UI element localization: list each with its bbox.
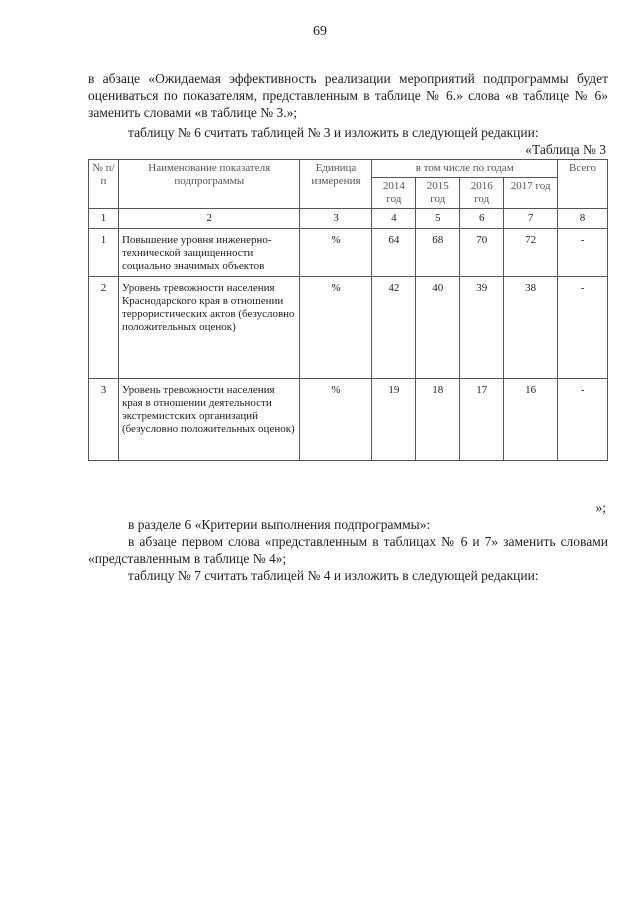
table-row xyxy=(89,229,608,277)
row-value: 68 xyxy=(416,229,460,277)
paragraph-5: таблицу № 7 считать таблицей № 4 и изложить в следующей редакции: xyxy=(128,568,539,583)
row-total: - xyxy=(558,379,608,461)
row-name: Повышение уровня инженерно-технической защищенности социально значимых объектов xyxy=(118,229,300,277)
row-value: 64 xyxy=(372,229,416,277)
row-name: Уровень тревожности населения Краснодарского края в отношении террористических актов (безусловно положительных оценок) xyxy=(118,277,300,379)
paragraph-3: в разделе 6 «Критерии выполнения подпрограммы»: xyxy=(128,517,431,532)
row-unit: % xyxy=(300,277,372,379)
index-cell: 2 xyxy=(118,209,300,229)
header-unit: Единица измерения xyxy=(300,160,372,209)
table-row xyxy=(89,277,608,379)
index-cell: 5 xyxy=(416,209,460,229)
header-year: 2014 год xyxy=(372,178,416,209)
row-unit: % xyxy=(300,229,372,277)
row-value: 17 xyxy=(460,379,504,461)
row-value: 39 xyxy=(460,277,504,379)
row-unit: % xyxy=(300,379,372,461)
table-header-row xyxy=(89,160,608,178)
indicators-table xyxy=(88,159,608,461)
row-value: 70 xyxy=(460,229,504,277)
index-cell: 1 xyxy=(89,209,119,229)
index-cell: 8 xyxy=(558,209,608,229)
row-value: 38 xyxy=(504,277,558,379)
row-value: 18 xyxy=(416,379,460,461)
paragraph-1: в абзаце «Ожидаемая эффективность реализации мероприятий подпрограммы будет оцениваться по показателям, представленным в таблице № 6.» слова «в таблице № 6» заменить словами «в таблице № 3.»; xyxy=(88,71,608,120)
header-years-group: в том числе по годам xyxy=(372,160,558,178)
index-cell: 6 xyxy=(460,209,504,229)
row-num: 3 xyxy=(89,379,119,461)
row-name: Уровень тревожности населения края в отношении деятельности экстремистских организаций (безусловно положительных оценок) xyxy=(118,379,300,461)
table-closing-mark: »; xyxy=(595,500,606,515)
index-cell: 3 xyxy=(300,209,372,229)
row-num: 1 xyxy=(89,229,119,277)
header-year: 2017 год xyxy=(504,178,558,209)
row-total: - xyxy=(558,277,608,379)
row-num: 2 xyxy=(89,277,119,379)
paragraph-2: таблицу № 6 считать таблицей № 3 и изложить в следующей редакции: xyxy=(128,125,539,140)
table-row xyxy=(89,379,608,461)
row-value: 72 xyxy=(504,229,558,277)
page-number: 69 xyxy=(313,24,327,39)
index-cell: 7 xyxy=(504,209,558,229)
header-total: Всего xyxy=(558,160,608,209)
row-value: 16 xyxy=(504,379,558,461)
row-value: 40 xyxy=(416,277,460,379)
row-value: 19 xyxy=(372,379,416,461)
row-value: 42 xyxy=(372,277,416,379)
column-index-row xyxy=(89,209,608,229)
index-cell: 4 xyxy=(372,209,416,229)
row-total: - xyxy=(558,229,608,277)
paragraph-4: в абзаце первом слова «представленным в таблицах № 6 и 7» заменить словами «представленным в таблице № 4»; xyxy=(88,534,608,566)
header-year: 2015 год xyxy=(416,178,460,209)
header-num: № п/п xyxy=(89,160,119,209)
table-caption: «Таблица № 3 xyxy=(525,142,606,157)
header-year: 2016 год xyxy=(460,178,504,209)
header-name: Наименование показателя подпрограммы xyxy=(118,160,300,209)
